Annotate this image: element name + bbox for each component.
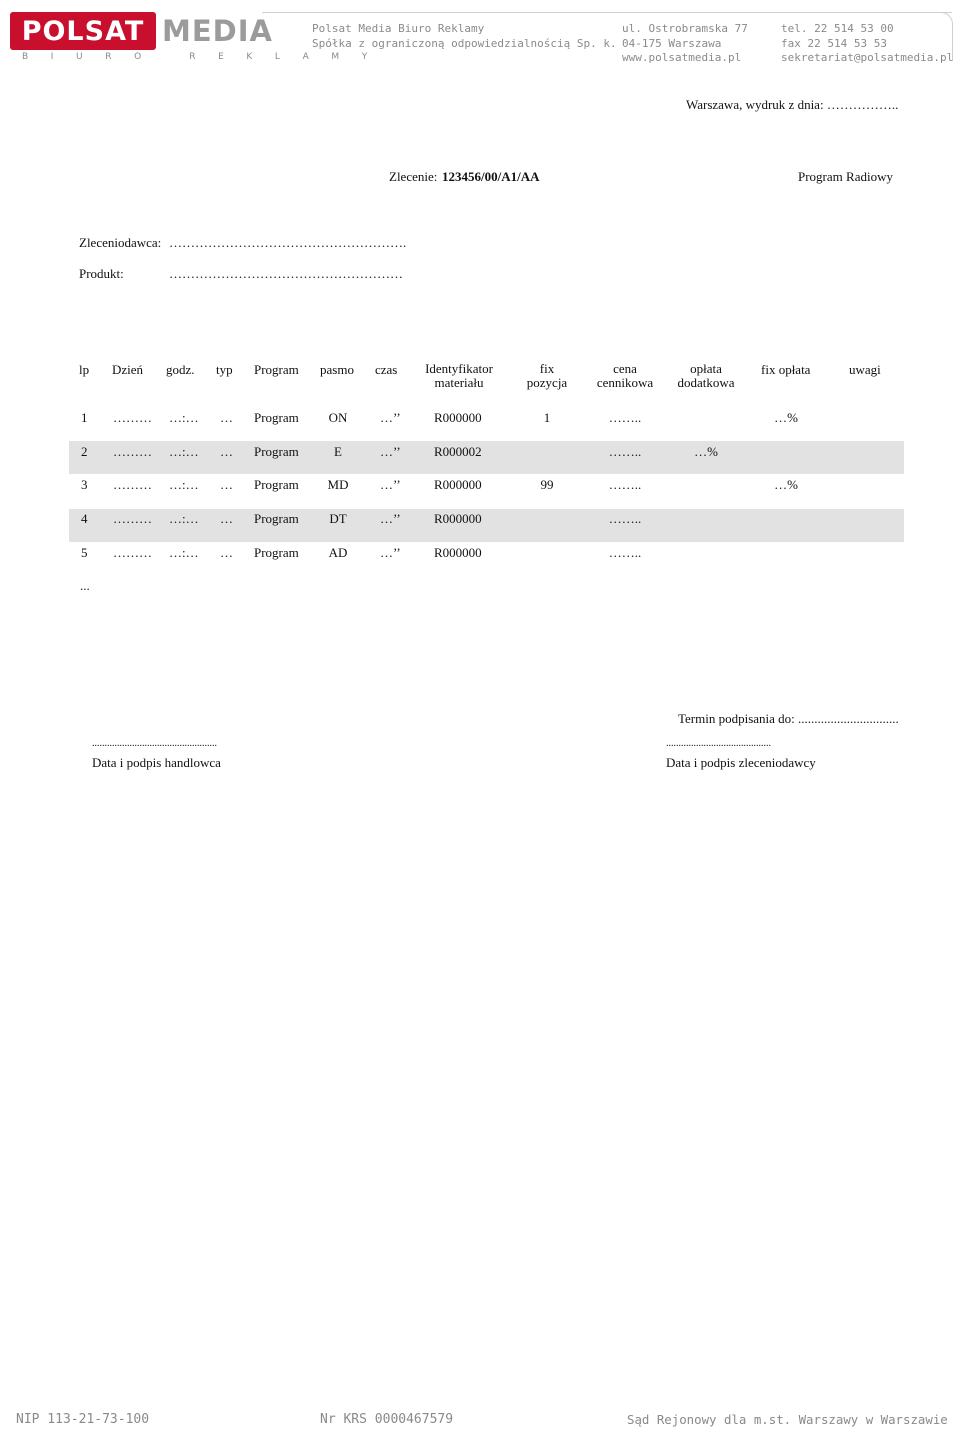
- cell-fix-fee: …%: [774, 410, 798, 425]
- logo-media-text: MEDIA: [162, 14, 273, 48]
- col-header-list-price: [590, 362, 660, 390]
- cell-hour: …:…: [169, 444, 199, 459]
- cell-fix-position: 99: [540, 477, 554, 492]
- cell-day: ………: [113, 477, 152, 492]
- col-header-notes: uwagi: [849, 362, 881, 377]
- order-number: 123456/00/A1/AA: [442, 169, 540, 184]
- cell-program: Program: [254, 444, 299, 459]
- cell-fix-fee: …%: [774, 477, 798, 492]
- contact-phone: tel. 22 514 53 00: [781, 22, 894, 35]
- company-name: Polsat Media Biuro Reklamy: [312, 22, 485, 35]
- print-date: Warszawa, wydruk z dnia: ……………..: [686, 97, 899, 112]
- col-header-fix-line1: fix: [539, 361, 555, 376]
- contact-email: sekretariat@polsatmedia.pl: [781, 51, 954, 64]
- cell-duration: …’’: [380, 477, 401, 492]
- signing-deadline: Termin podpisania do: ...............................: [678, 711, 899, 726]
- cell-day: ………: [113, 545, 152, 560]
- cell-hour: …:…: [169, 410, 199, 425]
- col-header-type: typ: [216, 362, 233, 377]
- cell-type: …: [220, 511, 233, 526]
- cell-band: E: [334, 444, 342, 459]
- cell-material-id: R000000: [434, 545, 482, 560]
- header-divider: [262, 12, 952, 13]
- client-signature-label: Data i podpis zleceniodawcy: [666, 755, 816, 770]
- cell-lp: 4: [81, 511, 88, 526]
- col-header-fix-fee: fix opłata: [761, 362, 811, 377]
- cell-hour: …:…: [169, 477, 199, 492]
- col-header-fix-line2: pozycja: [526, 375, 568, 390]
- cell-lp: 3: [81, 477, 88, 492]
- cell-list-price: ……..: [608, 511, 642, 526]
- cell-list-price: ……..: [608, 444, 642, 459]
- col-header-fee-line2: dodatkowa: [677, 375, 735, 390]
- cell-list-price: ……..: [608, 477, 642, 492]
- col-header-material-id: [414, 362, 504, 390]
- cell-program: Program: [254, 511, 299, 526]
- contact-fax: fax 22 514 53 53: [781, 36, 887, 50]
- polsat-logo: [10, 12, 156, 50]
- cell-material-id: R000002: [434, 444, 482, 459]
- address-block: [622, 22, 748, 66]
- footer-nip: NIP 113-21-73-100: [16, 1412, 150, 1427]
- cell-duration: …’’: [380, 545, 401, 560]
- col-header-program: Program: [254, 362, 299, 377]
- cell-program: Program: [254, 477, 299, 492]
- footer-court: Sąd Rejonowy dla m.st. Warszawy w Warszawie: [627, 1412, 948, 1427]
- product-value: ………………………………………………: [169, 266, 403, 281]
- address-website: www.polsatmedia.pl: [622, 51, 742, 64]
- cell-day: ………: [113, 511, 152, 526]
- cell-band: AD: [328, 545, 348, 560]
- cell-type: …: [220, 444, 233, 459]
- cell-program: Program: [254, 545, 299, 560]
- more-rows-ellipsis: ...: [80, 578, 90, 593]
- salesperson-signature-label: Data i podpis handlowca: [92, 755, 221, 770]
- cell-list-price: ……..: [608, 545, 642, 560]
- col-header-extra-fee: [670, 362, 742, 390]
- logo-subtitle: BIURO REKLAMY: [22, 52, 390, 62]
- cell-material-id: R000000: [434, 477, 482, 492]
- col-header-material-id-line1: Identyfikator: [425, 361, 493, 376]
- cell-list-price: ……..: [608, 410, 642, 425]
- contact-block: [781, 22, 953, 66]
- col-header-material-id-line2: materiału: [434, 375, 484, 390]
- program-type: Program Radiowy: [798, 169, 893, 184]
- cell-program: Program: [254, 410, 299, 425]
- cell-material-id: R000000: [434, 410, 482, 425]
- client-value: ……………………………………………….: [169, 235, 407, 250]
- cell-lp: 2: [81, 444, 88, 459]
- cell-duration: …’’: [380, 444, 401, 459]
- cell-band: DT: [329, 511, 347, 526]
- order-label: Zlecenie:: [389, 169, 438, 184]
- company-legal-form: Spółka z ograniczoną odpowiedzialnością Sp. k.: [312, 36, 617, 50]
- col-header-band: pasmo: [320, 362, 354, 377]
- cell-lp: 1: [81, 410, 88, 425]
- cell-hour: …:…: [169, 511, 199, 526]
- logo-main-text: POLSAT: [21, 15, 145, 47]
- cell-band: ON: [328, 410, 348, 425]
- company-block: [312, 22, 617, 51]
- cell-fix-position: 1: [543, 410, 551, 425]
- col-header-day: Dzień: [112, 362, 144, 377]
- col-header-price-line2: cennikowa: [596, 375, 654, 390]
- cell-material-id: R000000: [434, 511, 482, 526]
- col-header-fix-position: [517, 362, 577, 390]
- cell-duration: …’’: [380, 511, 401, 526]
- product-label: Produkt:: [79, 266, 124, 281]
- cell-lp: 5: [81, 545, 88, 560]
- cell-type: …: [220, 545, 233, 560]
- cell-extra-fee: …%: [694, 444, 718, 459]
- cell-hour: …:…: [169, 545, 199, 560]
- col-header-fee-line1: opłata: [690, 361, 722, 376]
- client-label: Zleceniodawca:: [79, 235, 162, 250]
- footer-krs: Nr KRS 0000467579: [320, 1412, 454, 1427]
- col-header-duration: czas: [375, 362, 398, 377]
- cell-day: ………: [113, 444, 152, 459]
- cell-day: ………: [113, 410, 152, 425]
- col-header-price-line1: cena: [613, 361, 637, 376]
- salesperson-signature-line: ..................................................: [92, 738, 217, 749]
- client-signature-line: ..........................................: [666, 738, 771, 749]
- cell-type: …: [220, 410, 233, 425]
- address-street: ul. Ostrobramska 77: [622, 22, 748, 35]
- cell-type: …: [220, 477, 233, 492]
- col-header-lp: lp: [79, 362, 90, 377]
- cell-duration: …’’: [380, 410, 401, 425]
- address-city: 04-175 Warszawa: [622, 36, 722, 50]
- cell-band: MD: [327, 477, 349, 492]
- col-header-hour: godz.: [166, 362, 195, 377]
